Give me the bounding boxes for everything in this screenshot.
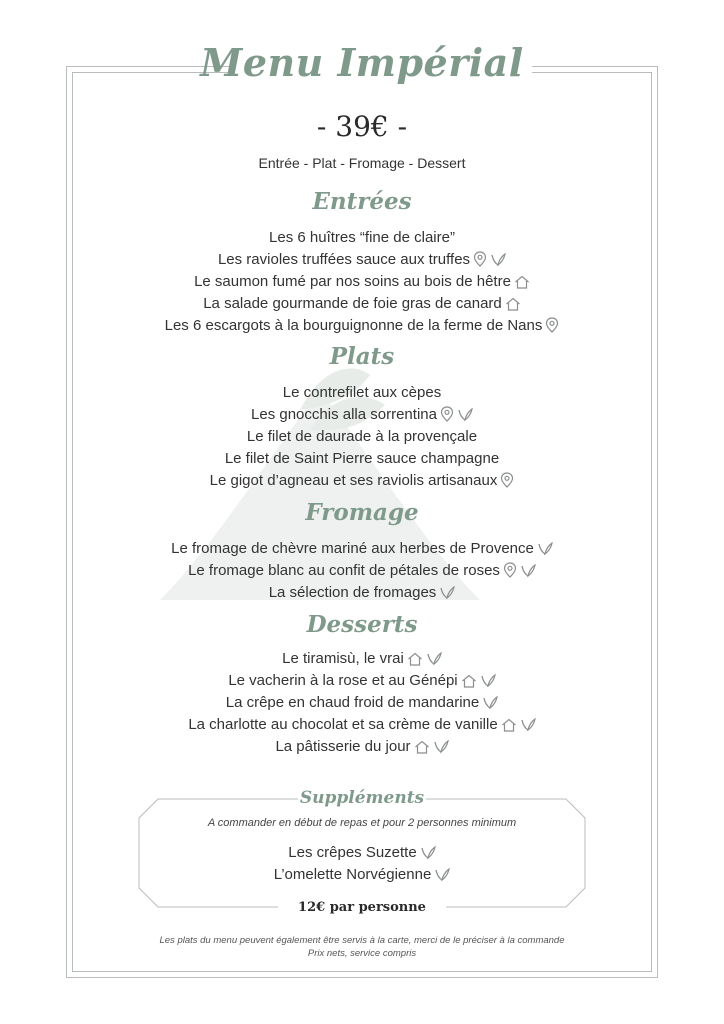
leaf-icon bbox=[480, 674, 496, 688]
menu-item bbox=[0, 470, 724, 492]
menu-item bbox=[0, 426, 724, 448]
menu-item-label: Le vacherin à la rose et au Génépi bbox=[228, 672, 458, 689]
menu-item bbox=[0, 271, 724, 293]
menu-item bbox=[0, 315, 724, 337]
house-icon bbox=[407, 652, 423, 666]
menu-item-label: Le contrefilet aux cèpes bbox=[282, 384, 442, 401]
leaf-icon bbox=[426, 652, 442, 666]
section-items-entrees bbox=[0, 227, 724, 337]
menu-item bbox=[0, 249, 724, 271]
menu-title: Menu Impérial bbox=[200, 40, 524, 85]
leaf-icon bbox=[520, 564, 536, 578]
supplements-items bbox=[0, 842, 724, 886]
menu-item bbox=[0, 648, 724, 670]
house-icon bbox=[461, 674, 477, 688]
menu-item bbox=[0, 736, 724, 758]
supplements-note: A commander en début de repas et pour 2 personnes minimum bbox=[207, 817, 517, 829]
location-pin-icon bbox=[503, 562, 517, 578]
location-pin-icon bbox=[545, 317, 559, 333]
leaf-icon bbox=[490, 253, 506, 267]
section-title-desserts: Desserts bbox=[306, 611, 418, 638]
leaf-icon bbox=[482, 696, 498, 710]
menu-item bbox=[0, 560, 724, 582]
footer bbox=[0, 934, 724, 960]
menu-item-label: Le filet de daurade à la provençale bbox=[246, 428, 478, 445]
location-pin-icon bbox=[500, 472, 514, 488]
menu-item-label: Le fromage de chèvre mariné aux herbes de Provence bbox=[171, 540, 534, 557]
section-items-fromage bbox=[0, 538, 724, 604]
menu-item-label: Les 6 escargots à la bourguignonne de la ferme de Nans bbox=[164, 317, 543, 334]
menu-item-label: L’omelette Norvégienne bbox=[273, 866, 432, 883]
menu-price: - 39€ - bbox=[316, 110, 408, 143]
supplements-title: Suppléments bbox=[299, 788, 425, 808]
menu-item-label: La salade gourmande de foie gras de canard bbox=[203, 295, 502, 312]
leaf-icon bbox=[537, 542, 553, 556]
menu-item-label: Les 6 huîtres “fine de claire” bbox=[269, 229, 455, 246]
menu-item-label: La crêpe en chaud froid de mandarine bbox=[225, 694, 480, 711]
menu-item bbox=[0, 382, 724, 404]
footer-line-2: Prix nets, service compris bbox=[307, 948, 417, 959]
footer-line-1: Les plats du menu peuvent également être servis à la carte, merci de le préciser à la commande bbox=[159, 935, 565, 946]
leaf-icon bbox=[420, 846, 436, 860]
menu-item-label: La charlotte au chocolat et sa crème de vanille bbox=[188, 716, 498, 733]
section-title-plats: Plats bbox=[329, 343, 395, 370]
menu-item-label: Le fromage blanc au confit de pétales de roses bbox=[188, 562, 500, 579]
menu-item bbox=[0, 227, 724, 249]
menu-item-label: La pâtisserie du jour bbox=[275, 738, 411, 755]
menu-item-label: Le filet de Saint Pierre sauce champagne bbox=[224, 450, 500, 467]
leaf-icon bbox=[457, 408, 473, 422]
house-icon bbox=[514, 275, 530, 289]
menu-item bbox=[0, 293, 724, 315]
menu-item-label: Les crêpes Suzette bbox=[288, 844, 417, 861]
location-pin-icon bbox=[473, 251, 487, 267]
leaf-icon bbox=[520, 718, 536, 732]
house-icon bbox=[505, 297, 521, 311]
leaf-icon bbox=[433, 740, 449, 754]
menu-courses-subtitle: Entrée - Plat - Fromage - Dessert bbox=[258, 155, 466, 171]
menu-item-label: Les gnocchis alla sorrentina bbox=[251, 406, 437, 423]
location-pin-icon bbox=[440, 406, 454, 422]
house-icon bbox=[414, 740, 430, 754]
menu-item-label: Les ravioles truffées sauce aux truffes bbox=[217, 251, 471, 268]
supplements-price: 12€ par personne bbox=[298, 900, 426, 915]
menu-item bbox=[0, 864, 724, 886]
section-title-fromage: Fromage bbox=[305, 499, 419, 526]
menu-item bbox=[0, 404, 724, 426]
menu-item-label: Le tiramisù, le vrai bbox=[282, 650, 404, 667]
menu-item bbox=[0, 842, 724, 864]
menu-item bbox=[0, 692, 724, 714]
menu-item-label: La sélection de fromages bbox=[268, 584, 437, 601]
leaf-icon bbox=[434, 868, 450, 882]
menu-item bbox=[0, 714, 724, 736]
menu-item-label: Le gigot d’agneau et ses raviolis artisanaux bbox=[209, 472, 498, 489]
leaf-icon bbox=[439, 586, 455, 600]
section-title-entrees: Entrées bbox=[312, 188, 412, 215]
menu-item bbox=[0, 538, 724, 560]
menu-item bbox=[0, 582, 724, 604]
menu-item bbox=[0, 448, 724, 470]
menu-item-label: Le saumon fumé par nos soins au bois de hêtre bbox=[194, 273, 511, 290]
house-icon bbox=[501, 718, 517, 732]
section-items-plats bbox=[0, 382, 724, 492]
menu-item bbox=[0, 670, 724, 692]
section-items-desserts bbox=[0, 648, 724, 758]
